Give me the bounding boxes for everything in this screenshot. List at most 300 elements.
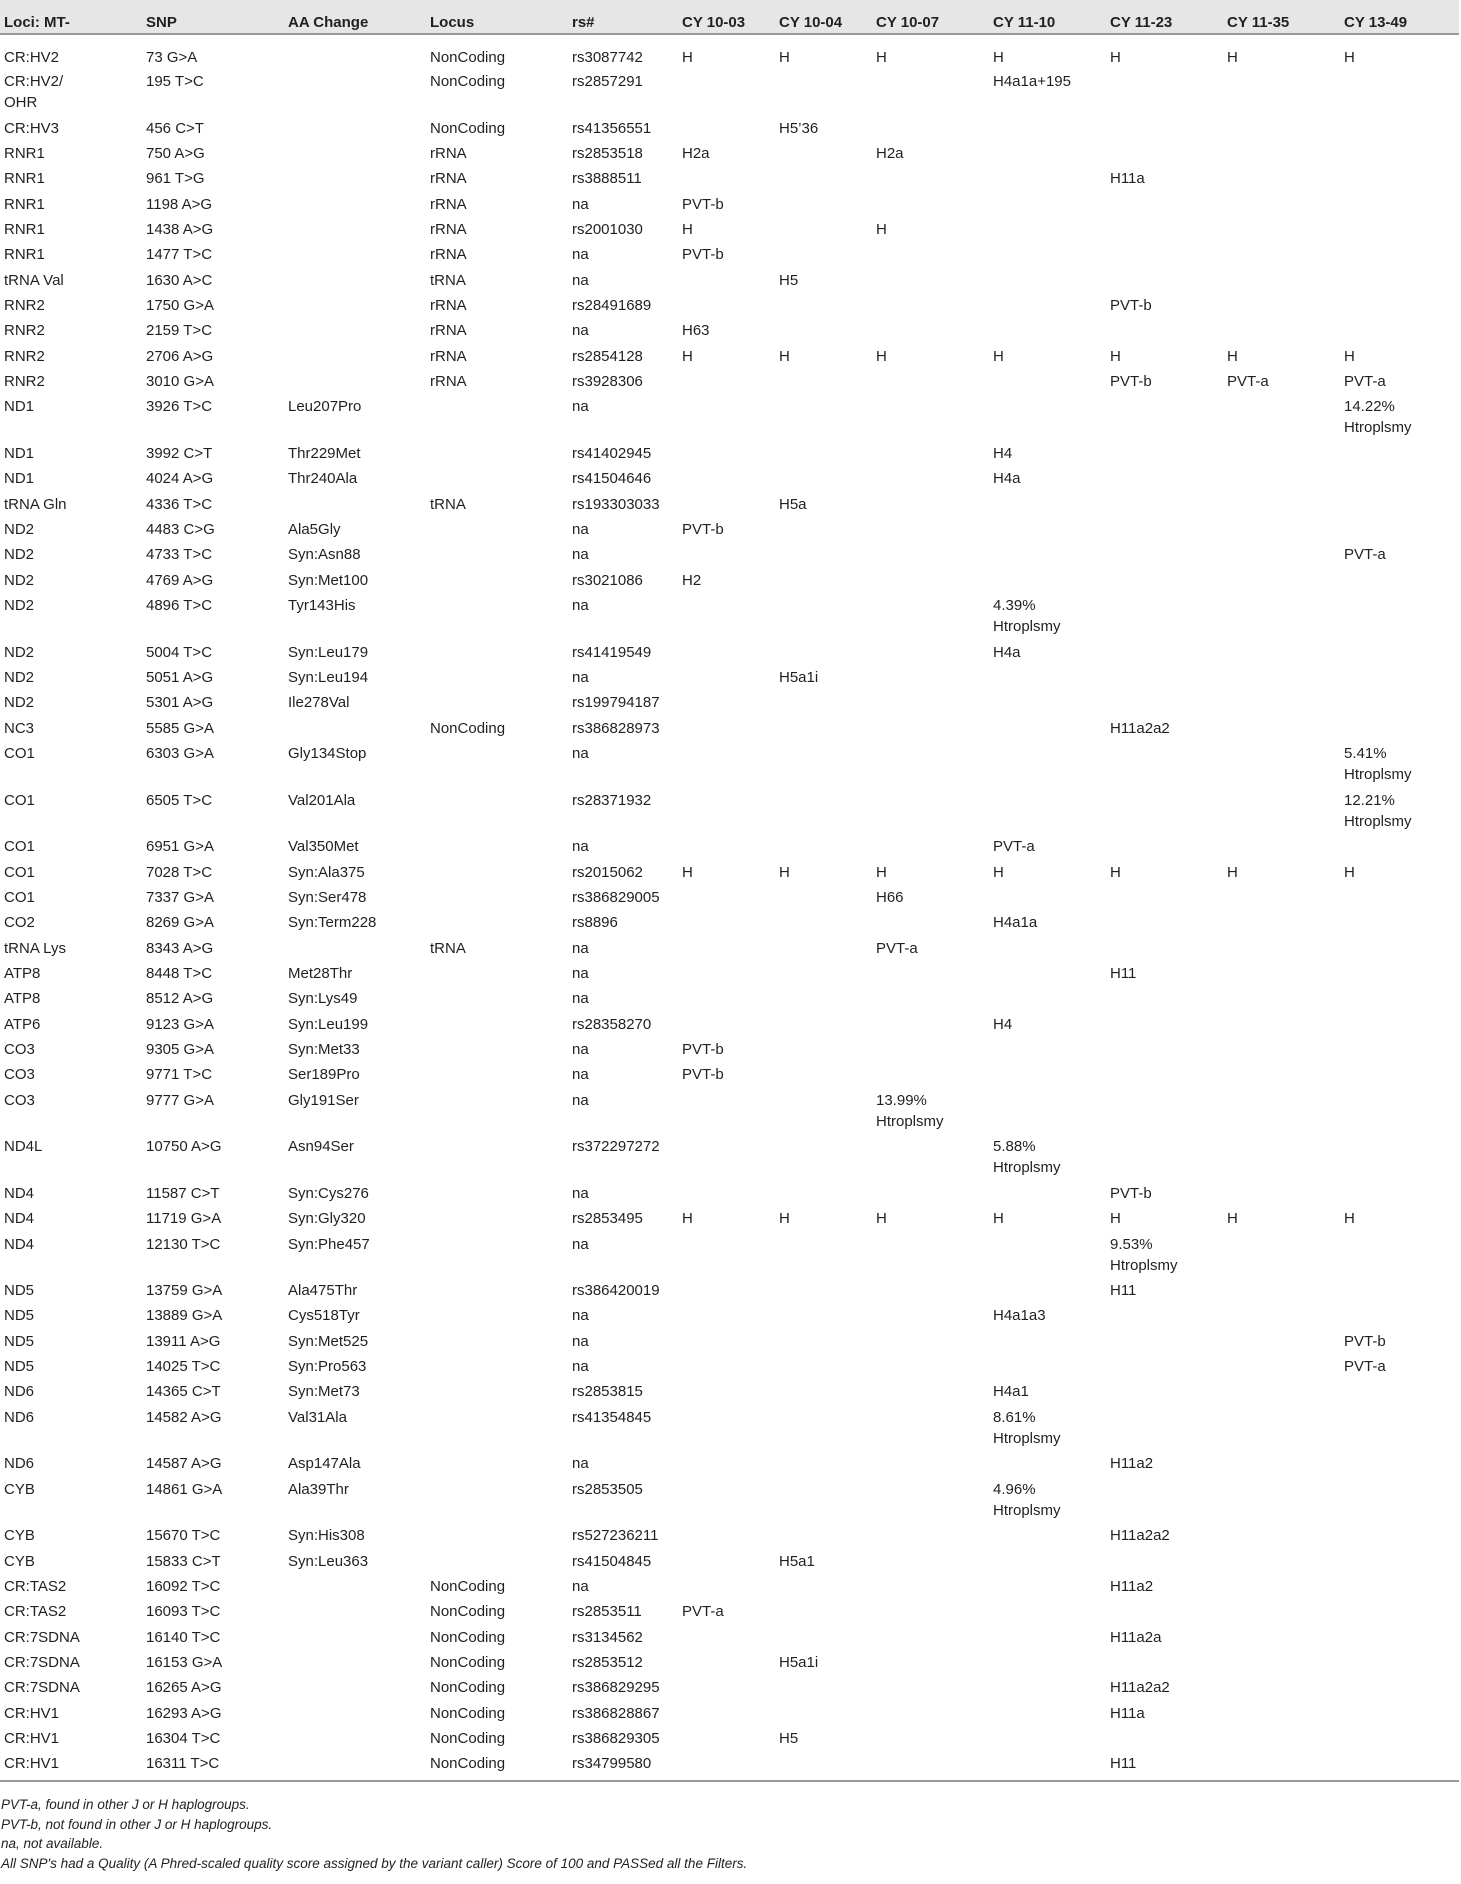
table-cell xyxy=(678,468,775,493)
table-row xyxy=(0,1652,1459,1677)
table-cell xyxy=(1223,1551,1340,1576)
table-cell: tRNA xyxy=(430,939,466,957)
table-cell xyxy=(775,1381,872,1406)
table-cell xyxy=(426,1305,568,1330)
table-cell: H xyxy=(1110,863,1121,881)
table-cell: H xyxy=(1110,49,1121,66)
table-cell xyxy=(1340,642,1459,667)
table-cell: PVT-a xyxy=(1344,1358,1386,1376)
table-cell xyxy=(775,1064,872,1089)
table-cell xyxy=(775,692,872,717)
table-cell: H11a2 xyxy=(1110,1455,1154,1473)
table-cell xyxy=(872,396,989,443)
table-cell xyxy=(1223,270,1340,295)
table-cell: ND5 xyxy=(4,1307,35,1325)
table-cell: 16293 A>G xyxy=(146,1704,222,1722)
table-row xyxy=(0,1064,1459,1089)
table-cell xyxy=(989,1551,1106,1576)
table-cell xyxy=(678,1356,775,1381)
table-cell xyxy=(872,1331,989,1356)
table-cell xyxy=(1106,320,1223,345)
table-cell: rs2854128 xyxy=(572,347,643,365)
table-cell xyxy=(989,1652,1106,1677)
table-cell xyxy=(1106,270,1223,295)
table-cell: rs2853815 xyxy=(572,1383,643,1401)
table-cell: ND2 xyxy=(4,643,35,661)
table-cell: H xyxy=(993,863,1004,881)
table-cell xyxy=(284,938,426,963)
table-cell xyxy=(426,1064,568,1089)
table-cell: Gly191Ser xyxy=(288,1091,359,1109)
table-cell: PVT-b xyxy=(682,246,724,264)
table-cell xyxy=(1106,544,1223,569)
table-cell xyxy=(1223,1479,1340,1526)
table-cell: Syn:Ala375 xyxy=(288,863,365,881)
table-cell xyxy=(775,1136,872,1183)
table-cell: rRNA xyxy=(430,144,467,162)
table-cell xyxy=(678,1627,775,1652)
table-row xyxy=(0,667,1459,692)
table-cell xyxy=(1223,544,1340,569)
table-cell: ATP6 xyxy=(4,1015,41,1033)
table-cell xyxy=(1223,1703,1340,1728)
table-cell: rs41419549 xyxy=(572,643,652,661)
table-cell: 4024 A>G xyxy=(146,470,214,488)
table-cell: H xyxy=(876,220,887,238)
table-row xyxy=(0,519,1459,544)
table-cell xyxy=(1223,692,1340,717)
table-cell xyxy=(775,1753,872,1781)
table-cell: rRNA xyxy=(430,347,467,365)
table-cell: CR:TAS2 xyxy=(4,1603,67,1621)
table-cell: 6951 G>A xyxy=(146,838,214,856)
table-cell: H xyxy=(779,347,790,365)
table-cell xyxy=(1340,1407,1459,1454)
table-cell xyxy=(1340,71,1459,118)
table-cell: H xyxy=(876,1210,887,1228)
table-cell xyxy=(775,396,872,443)
table-row xyxy=(0,1136,1459,1183)
table-cell: 16092 T>C xyxy=(146,1578,221,1596)
table-cell: rRNA xyxy=(430,373,467,391)
table-cell: rRNA xyxy=(430,170,467,188)
table-cell xyxy=(284,71,426,118)
table-cell xyxy=(872,1677,989,1702)
table-cell xyxy=(1223,1576,1340,1601)
table-cell xyxy=(989,118,1106,143)
table-cell: CO1 xyxy=(4,888,35,906)
table-cell: Val31Ala xyxy=(288,1408,347,1426)
column-header: CY 10-03 xyxy=(678,0,775,34)
table-cell xyxy=(1340,570,1459,595)
table-body xyxy=(0,34,1459,1781)
table-cell xyxy=(426,396,568,443)
table-cell: ND2 xyxy=(4,668,35,686)
table-cell xyxy=(426,1090,568,1137)
table-cell: ND1 xyxy=(4,444,35,462)
table-cell xyxy=(1340,1014,1459,1039)
table-cell: Syn:Asn88 xyxy=(288,546,361,564)
table-row xyxy=(0,887,1459,912)
table-cell xyxy=(1106,1479,1223,1526)
table-cell: 6505 T>C xyxy=(146,791,213,809)
table-cell: H5’36 xyxy=(779,119,819,137)
table-cell xyxy=(872,71,989,118)
table-cell xyxy=(1223,1356,1340,1381)
table-cell xyxy=(678,836,775,861)
table-cell xyxy=(872,1627,989,1652)
table-cell: na xyxy=(572,597,589,615)
table-cell xyxy=(1223,118,1340,143)
table-cell: ND4 xyxy=(4,1210,35,1228)
table-cell xyxy=(1106,988,1223,1013)
table-cell: H5a1 xyxy=(779,1552,815,1570)
table-cell xyxy=(1106,1728,1223,1753)
table-cell xyxy=(284,1728,426,1753)
table-cell xyxy=(989,494,1106,519)
table-cell xyxy=(1106,396,1223,443)
table-cell: na xyxy=(572,546,589,564)
table-cell: rs34799580 xyxy=(568,1753,678,1781)
table-cell: na xyxy=(572,1307,589,1325)
table-cell: NonCoding xyxy=(430,1628,506,1646)
table-cell xyxy=(989,194,1106,219)
table-cell xyxy=(1223,595,1340,642)
column-header: CY 13-49 xyxy=(1340,0,1459,34)
table-cell: PVT-b xyxy=(1110,297,1152,314)
table-cell xyxy=(989,963,1106,988)
table-cell xyxy=(426,667,568,692)
column-header: Locus xyxy=(426,0,568,34)
table-cell: rs372297272 xyxy=(572,1138,660,1156)
table-row xyxy=(0,1331,1459,1356)
table-cell: na xyxy=(572,1040,589,1058)
table-cell xyxy=(678,1305,775,1330)
table-cell: 3010 G>A xyxy=(146,373,214,391)
table-cell: rs28371932 xyxy=(572,791,652,809)
table-row xyxy=(0,1551,1459,1576)
table-cell xyxy=(1340,219,1459,244)
table-cell xyxy=(284,270,426,295)
table-cell xyxy=(1340,1728,1459,1753)
table-cell xyxy=(1106,570,1223,595)
table-cell xyxy=(1223,912,1340,937)
table-cell xyxy=(678,494,775,519)
footnote: na, not available. xyxy=(1,1836,104,1852)
table-cell xyxy=(678,1479,775,1526)
table-cell xyxy=(989,667,1106,692)
table-cell: rs386420019 xyxy=(572,1282,660,1300)
table-cell: CR:HV2 xyxy=(4,49,60,66)
table-cell: H xyxy=(993,49,1004,66)
table-cell: PVT-b xyxy=(682,1040,724,1058)
table-cell xyxy=(872,1183,989,1208)
table-cell xyxy=(678,988,775,1013)
table-cell: 1750 G>A xyxy=(146,297,214,314)
table-cell: 4.96% Htroplsmy xyxy=(993,1480,1061,1519)
table-cell xyxy=(1223,836,1340,861)
table-cell xyxy=(1106,1652,1223,1677)
table-row xyxy=(0,468,1459,493)
table-cell: rs3021086 xyxy=(572,571,643,589)
table-cell: rs41504646 xyxy=(572,470,652,488)
table-cell xyxy=(872,320,989,345)
table-cell: PVT-b xyxy=(682,195,724,213)
table-footnotes xyxy=(0,1795,1459,1873)
table-cell: rs2853495 xyxy=(572,1210,643,1228)
table-cell xyxy=(1223,570,1340,595)
table-cell: H xyxy=(1110,347,1121,365)
table-cell xyxy=(678,168,775,193)
table-cell xyxy=(872,718,989,743)
table-cell: H xyxy=(876,49,887,66)
table-cell xyxy=(678,743,775,790)
table-cell: Val201Ala xyxy=(288,791,356,809)
table-cell xyxy=(678,1280,775,1305)
table-cell: ND5 xyxy=(4,1282,35,1300)
table-cell xyxy=(426,1208,568,1233)
table-cell xyxy=(872,743,989,790)
table-cell: CO3 xyxy=(4,1040,35,1058)
table-cell xyxy=(872,494,989,519)
table-cell xyxy=(284,1652,426,1677)
table-row xyxy=(0,1356,1459,1381)
table-cell: H xyxy=(779,1210,790,1228)
table-cell xyxy=(872,642,989,667)
table-cell: H11 xyxy=(1110,964,1137,982)
table-cell xyxy=(1340,194,1459,219)
table-row xyxy=(0,244,1459,269)
table-header xyxy=(0,0,1459,34)
table-cell xyxy=(989,743,1106,790)
table-cell xyxy=(1340,1753,1459,1781)
table-cell xyxy=(678,1234,775,1281)
table-cell: Thr240Ala xyxy=(288,470,358,488)
table-row xyxy=(0,143,1459,168)
table-cell xyxy=(872,1407,989,1454)
table-cell xyxy=(1340,1234,1459,1281)
table-cell xyxy=(678,1728,775,1753)
table-cell: NonCoding xyxy=(430,49,506,66)
table-cell: rs28491689 xyxy=(572,297,652,314)
table-cell xyxy=(426,1407,568,1454)
table-cell xyxy=(678,1753,775,1781)
column-header: Loci: MT- xyxy=(0,0,142,34)
table-cell xyxy=(1223,1183,1340,1208)
table-cell: Syn:Term228 xyxy=(288,914,377,932)
table-cell: PVT-b xyxy=(682,521,724,538)
table-row xyxy=(0,692,1459,717)
table-cell: 16140 T>C xyxy=(146,1628,221,1646)
table-cell xyxy=(1223,295,1340,320)
table-cell xyxy=(872,667,989,692)
table-cell xyxy=(678,1652,775,1677)
table-row xyxy=(0,1381,1459,1406)
table-cell: H66 xyxy=(876,888,904,906)
table-cell: PVT-b xyxy=(682,1066,724,1084)
table-cell: na xyxy=(572,1091,589,1109)
table-cell: 11587 C>T xyxy=(146,1184,220,1202)
table-cell xyxy=(989,1576,1106,1601)
table-cell: 73 G>A xyxy=(146,49,198,66)
table-cell: rs2015062 xyxy=(572,863,643,881)
table-cell xyxy=(775,1014,872,1039)
table-cell xyxy=(872,1136,989,1183)
table-cell: H5a1i xyxy=(779,668,819,686)
table-cell xyxy=(1340,963,1459,988)
table-row xyxy=(0,1407,1459,1454)
table-cell: PVT-b xyxy=(1110,373,1152,391)
table-cell xyxy=(872,1703,989,1728)
table-cell: rs3928306 xyxy=(572,373,643,391)
table-cell xyxy=(426,887,568,912)
table-row xyxy=(0,443,1459,468)
table-cell: ND6 xyxy=(4,1455,35,1473)
table-cell: H5 xyxy=(779,1730,799,1748)
table-row xyxy=(0,862,1459,887)
table-row xyxy=(0,963,1459,988)
table-cell xyxy=(1223,1453,1340,1478)
table-cell xyxy=(284,1576,426,1601)
table-cell: rs41356551 xyxy=(572,119,652,137)
table-cell: RNR2 xyxy=(4,347,45,365)
table-cell xyxy=(872,790,989,837)
table-cell: 16093 T>C xyxy=(146,1603,221,1621)
table-cell: rs41402945 xyxy=(572,444,652,462)
table-cell xyxy=(426,642,568,667)
table-cell: Ala5Gly xyxy=(288,521,341,538)
table-cell xyxy=(678,692,775,717)
table-cell xyxy=(678,1453,775,1478)
table-cell: 13759 G>A xyxy=(146,1282,223,1300)
table-cell xyxy=(872,1305,989,1330)
table-cell: RNR1 xyxy=(4,246,45,264)
table-cell xyxy=(284,1703,426,1728)
table-cell xyxy=(775,1407,872,1454)
table-cell: NonCoding xyxy=(430,719,506,737)
table-cell: Ser189Pro xyxy=(288,1066,360,1084)
table-cell xyxy=(989,1039,1106,1064)
table-cell xyxy=(1340,270,1459,295)
table-cell: ND2 xyxy=(4,597,35,615)
table-cell: RNR1 xyxy=(4,220,45,238)
table-cell: Ile278Val xyxy=(288,694,350,712)
table-cell: 9123 G>A xyxy=(146,1015,214,1033)
table-cell: Syn:Met100 xyxy=(288,571,369,589)
table-cell xyxy=(989,1331,1106,1356)
table-cell xyxy=(678,443,775,468)
table-cell: tRNA xyxy=(430,271,466,289)
table-cell xyxy=(678,1551,775,1576)
table-cell xyxy=(989,1453,1106,1478)
table-cell xyxy=(1223,1039,1340,1064)
column-header: CY 10-07 xyxy=(872,0,989,34)
table-cell xyxy=(1106,519,1223,544)
table-cell: na xyxy=(572,838,589,856)
table-cell xyxy=(1106,667,1223,692)
table-cell xyxy=(426,836,568,861)
table-cell xyxy=(1340,1381,1459,1406)
table-cell: rRNA xyxy=(430,322,467,340)
table-cell xyxy=(678,71,775,118)
column-header: CY 11-10 xyxy=(989,0,1106,34)
table-cell xyxy=(1106,1381,1223,1406)
table-row xyxy=(0,118,1459,143)
table-cell xyxy=(1106,836,1223,861)
table-row xyxy=(0,168,1459,193)
table-cell xyxy=(1340,143,1459,168)
table-cell xyxy=(1223,988,1340,1013)
table-cell: Leu207Pro xyxy=(288,398,362,416)
table-cell: Val350Met xyxy=(288,838,359,856)
table-cell: 4896 T>C xyxy=(146,597,213,615)
table-cell: 7337 G>A xyxy=(146,888,214,906)
table-cell: Asn94Ser xyxy=(288,1138,354,1156)
table-cell: Syn:Lys49 xyxy=(288,990,358,1008)
table-row xyxy=(0,1753,1459,1781)
table-cell: H2 xyxy=(682,571,702,589)
table-cell xyxy=(989,887,1106,912)
table-cell xyxy=(1223,718,1340,743)
table-cell xyxy=(872,1014,989,1039)
table-cell: RNR1 xyxy=(4,170,45,188)
table-cell xyxy=(678,718,775,743)
table-cell xyxy=(775,168,872,193)
table-cell xyxy=(1340,667,1459,692)
table-cell: 15833 C>T xyxy=(146,1552,221,1570)
table-cell xyxy=(1223,519,1340,544)
table-cell xyxy=(872,1039,989,1064)
table-cell: 14861 G>A xyxy=(146,1480,223,1498)
table-cell xyxy=(1340,494,1459,519)
table-cell: CYB xyxy=(4,1552,35,1570)
table-cell: H xyxy=(876,863,887,881)
table-cell xyxy=(1106,743,1223,790)
table-cell xyxy=(989,988,1106,1013)
table-cell: H xyxy=(682,1210,693,1228)
table-cell xyxy=(678,1183,775,1208)
table-cell: na xyxy=(572,1578,589,1596)
table-cell: 7028 T>C xyxy=(146,863,213,881)
table-cell xyxy=(1340,244,1459,269)
table-cell xyxy=(989,270,1106,295)
table-cell xyxy=(678,1677,775,1702)
table-row xyxy=(0,1280,1459,1305)
table-cell: Syn:Cys276 xyxy=(288,1184,369,1202)
table-cell xyxy=(775,570,872,595)
table-row xyxy=(0,1479,1459,1526)
table-cell xyxy=(1340,988,1459,1013)
table-cell xyxy=(1106,1407,1223,1454)
table-cell xyxy=(426,1280,568,1305)
table-cell: CR:HV1 xyxy=(0,1753,142,1781)
table-cell: 4733 T>C xyxy=(146,546,213,564)
table-cell xyxy=(1106,938,1223,963)
table-cell xyxy=(1223,1407,1340,1454)
table-cell: rs8896 xyxy=(572,914,618,932)
table-cell: ND1 xyxy=(4,398,35,416)
table-cell xyxy=(426,595,568,642)
table-cell xyxy=(1106,887,1223,912)
table-cell: tRNA Val xyxy=(4,271,64,289)
table-cell: PVT-a xyxy=(993,838,1035,856)
table-cell xyxy=(989,1234,1106,1281)
table-cell xyxy=(775,244,872,269)
table-cell xyxy=(775,988,872,1013)
table-cell: rs193303033 xyxy=(572,495,660,513)
table-cell: rs2853505 xyxy=(572,1480,643,1498)
table-cell xyxy=(678,396,775,443)
